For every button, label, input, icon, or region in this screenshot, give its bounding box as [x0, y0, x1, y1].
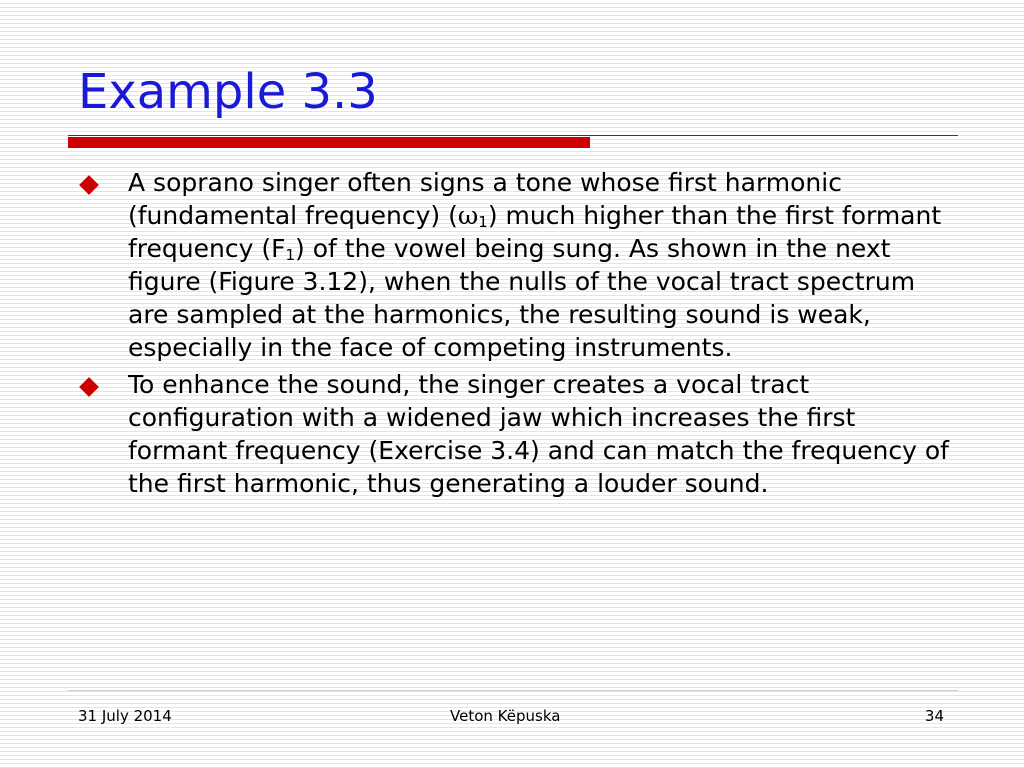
- title-underline-thin: [68, 135, 958, 136]
- bullet-1-part-1: A soprano singer often signs a tone whose first harmonic (fundamental frequency) (: [128, 168, 842, 230]
- omega-symbol: ω: [457, 201, 479, 230]
- page-number: 34: [924, 707, 944, 725]
- bullet-1-part-3: ) of the vowel being sung. As shown in the next figure (Figure 3.12), when the nulls of the vocal tract spectrum are sampled at the harmonics, the resulting sound is weak, especially in the face of competing instruments.: [128, 234, 916, 362]
- red-diamond-icon: [79, 175, 99, 195]
- title-underline-thick: [68, 137, 590, 148]
- bullet-text-2: To enhance the sound, the singer creates a vocal tract configuration with a widened jaw which increases the first formant frequency (Exercise 3.4) and can match the frequency of the first harmonic, thus generating a louder sound.: [128, 370, 949, 498]
- footer-divider: [68, 690, 958, 691]
- slide-title: Example 3.3: [78, 64, 378, 120]
- bullet-list: [78, 166, 958, 504]
- bullet-item-2: [78, 368, 958, 500]
- bullet-text-1: [128, 166, 958, 364]
- footer-author: Veton Këpuska: [450, 707, 561, 725]
- footer-date: 31 July 2014: [78, 707, 172, 725]
- omega-subscript: 1: [478, 213, 488, 231]
- bullet-item-1: [78, 166, 958, 364]
- red-diamond-icon: [79, 377, 99, 397]
- formant-subscript: 1: [285, 246, 296, 264]
- bullet-1-part-2: ) much higher than the first formant frequency (F: [128, 201, 942, 263]
